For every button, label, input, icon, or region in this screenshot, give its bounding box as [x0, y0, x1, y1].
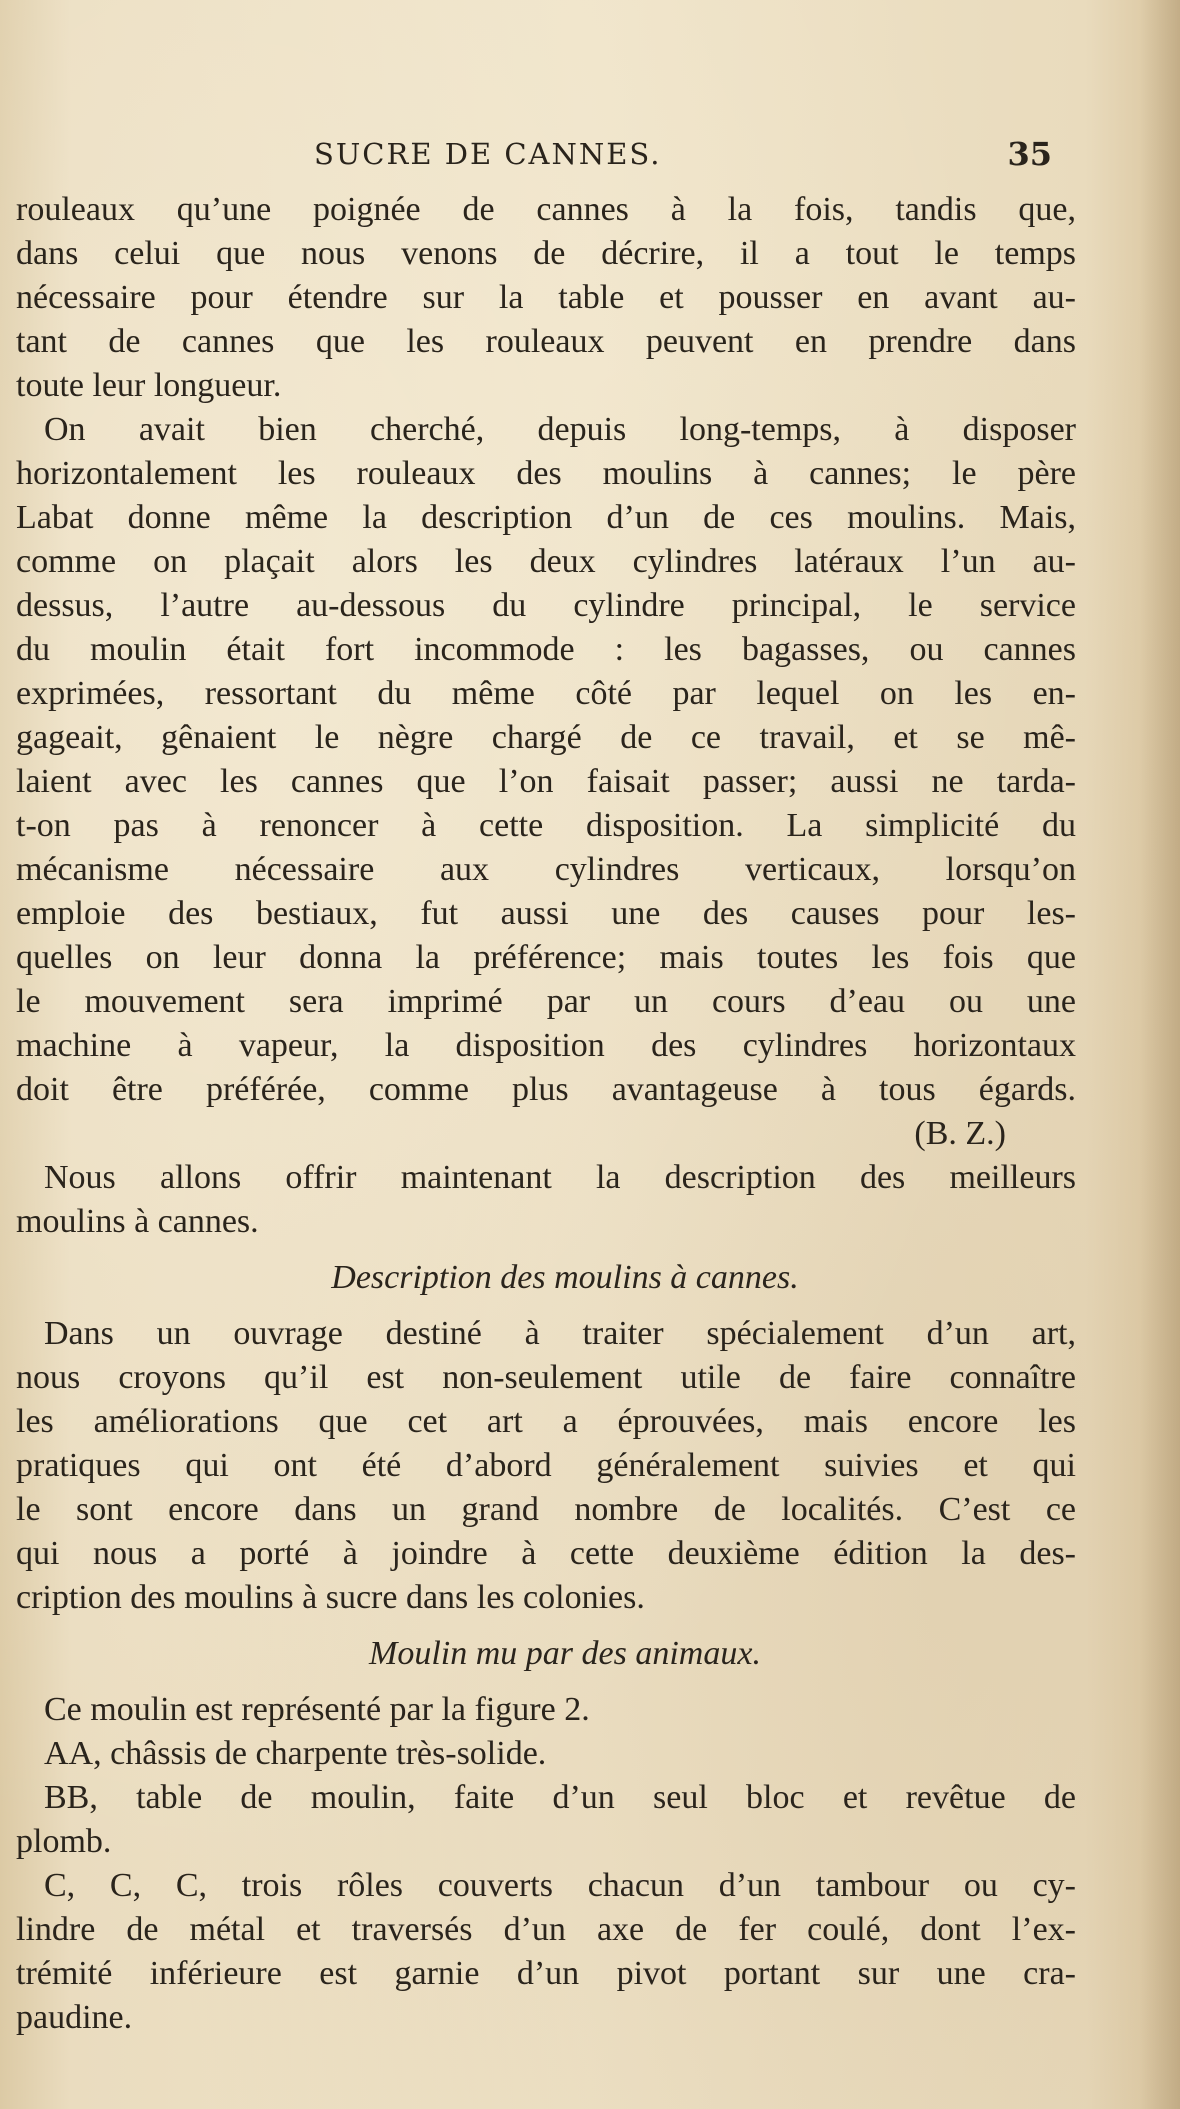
text-line: trémité inférieure est garnie d’un pivot portant sur une cra-	[16, 1955, 1076, 1992]
text-line: horizontalement les rouleaux des moulins à cannes; le père	[16, 455, 1076, 492]
text-line: AA, châssis de charpente très-solide.	[44, 1735, 547, 1772]
text-line: rouleaux qu’une poignée de cannes à la fois, tandis que,	[16, 191, 1076, 228]
text-line: comme on plaçait alors les deux cylindres latéraux l’un au-	[16, 543, 1076, 580]
text-line: le mouvement sera imprimé par un cours d’eau ou une	[16, 983, 1076, 1020]
author-signature: (B. Z.)	[914, 1115, 1006, 1152]
page-number: 35	[1007, 135, 1052, 173]
text-line: nécessaire pour étendre sur la table et pousser en avant au-	[16, 279, 1076, 316]
text-line: les améliorations que cet art a éprouvées, mais encore les	[16, 1403, 1076, 1440]
text-line: pratiques qui ont été d’abord généralement suivies et qui	[16, 1447, 1076, 1484]
text-line: Dans un ouvrage destiné à traiter spécialement d’un art,	[44, 1315, 1076, 1352]
text-line: quelles on leur donna la préférence; mais toutes les fois que	[16, 939, 1076, 976]
text-line: machine à vapeur, la disposition des cylindres horizontaux	[16, 1027, 1076, 1064]
text-line: plomb.	[16, 1823, 112, 1860]
text-line: moulins à cannes.	[16, 1203, 259, 1240]
text-line: tant de cannes que les rouleaux peuvent en prendre dans	[16, 323, 1076, 360]
text-line: toute leur longueur.	[16, 367, 282, 404]
text-line: paudine.	[16, 1999, 133, 2036]
text-line: dans celui que nous venons de décrire, il a tout le temps	[16, 235, 1076, 272]
text-line: Nous allons offrir maintenant la description des meilleurs	[44, 1159, 1076, 1196]
text-line: nous croyons qu’il est non-seulement utile de faire connaître	[16, 1359, 1076, 1396]
text-line: On avait bien cherché, depuis long-temps, à disposer	[44, 411, 1076, 448]
text-line: Labat donne même la description d’un de ces moulins. Mais,	[16, 499, 1076, 536]
body-text	[0, 188, 1180, 2068]
text-line: emploie des bestiaux, fut aussi une des causes pour les-	[16, 895, 1076, 932]
text-line: exprimées, ressortant du même côté par lequel on les en-	[16, 675, 1076, 712]
text-line: cription des moulins à sucre dans les colonies.	[16, 1579, 645, 1616]
text-line: C, C, C, trois rôles couverts chacun d’un tambour ou cy-	[44, 1867, 1076, 1904]
text-line: t-on pas à renoncer à cette disposition. La simplicité du	[16, 807, 1076, 844]
section-heading: Description des moulins à cannes.	[331, 1259, 799, 1296]
text-line: laient avec les cannes que l’on faisait passer; aussi ne tarda-	[16, 763, 1076, 800]
text-line: du moulin était fort incommode : les bagasses, ou cannes	[16, 631, 1076, 668]
text-line: qui nous a porté à joindre à cette deuxième édition la des-	[16, 1535, 1076, 1572]
running-head	[0, 132, 1180, 176]
text-line: dessus, l’autre au-dessous du cylindre principal, le service	[16, 587, 1076, 624]
section-heading: Moulin mu par des animaux.	[369, 1635, 761, 1672]
text-line: le sont encore dans un grand nombre de localités. C’est ce	[16, 1491, 1076, 1528]
text-line: doit être préférée, comme plus avantageuse à tous égards.	[16, 1071, 1076, 1108]
text-line: lindre de métal et traversés d’un axe de fer coulé, dont l’ex-	[16, 1911, 1076, 1948]
text-line: mécanisme nécessaire aux cylindres verticaux, lorsqu’on	[16, 851, 1076, 888]
text-line: Ce moulin est représenté par la figure 2.	[44, 1691, 590, 1728]
running-title: SUCRE DE CANNES.	[314, 137, 662, 171]
text-line: BB, table de moulin, faite d’un seul bloc et revêtue de	[44, 1779, 1076, 1816]
text-line: gageait, gênaient le nègre chargé de ce travail, et se mê-	[16, 719, 1076, 756]
